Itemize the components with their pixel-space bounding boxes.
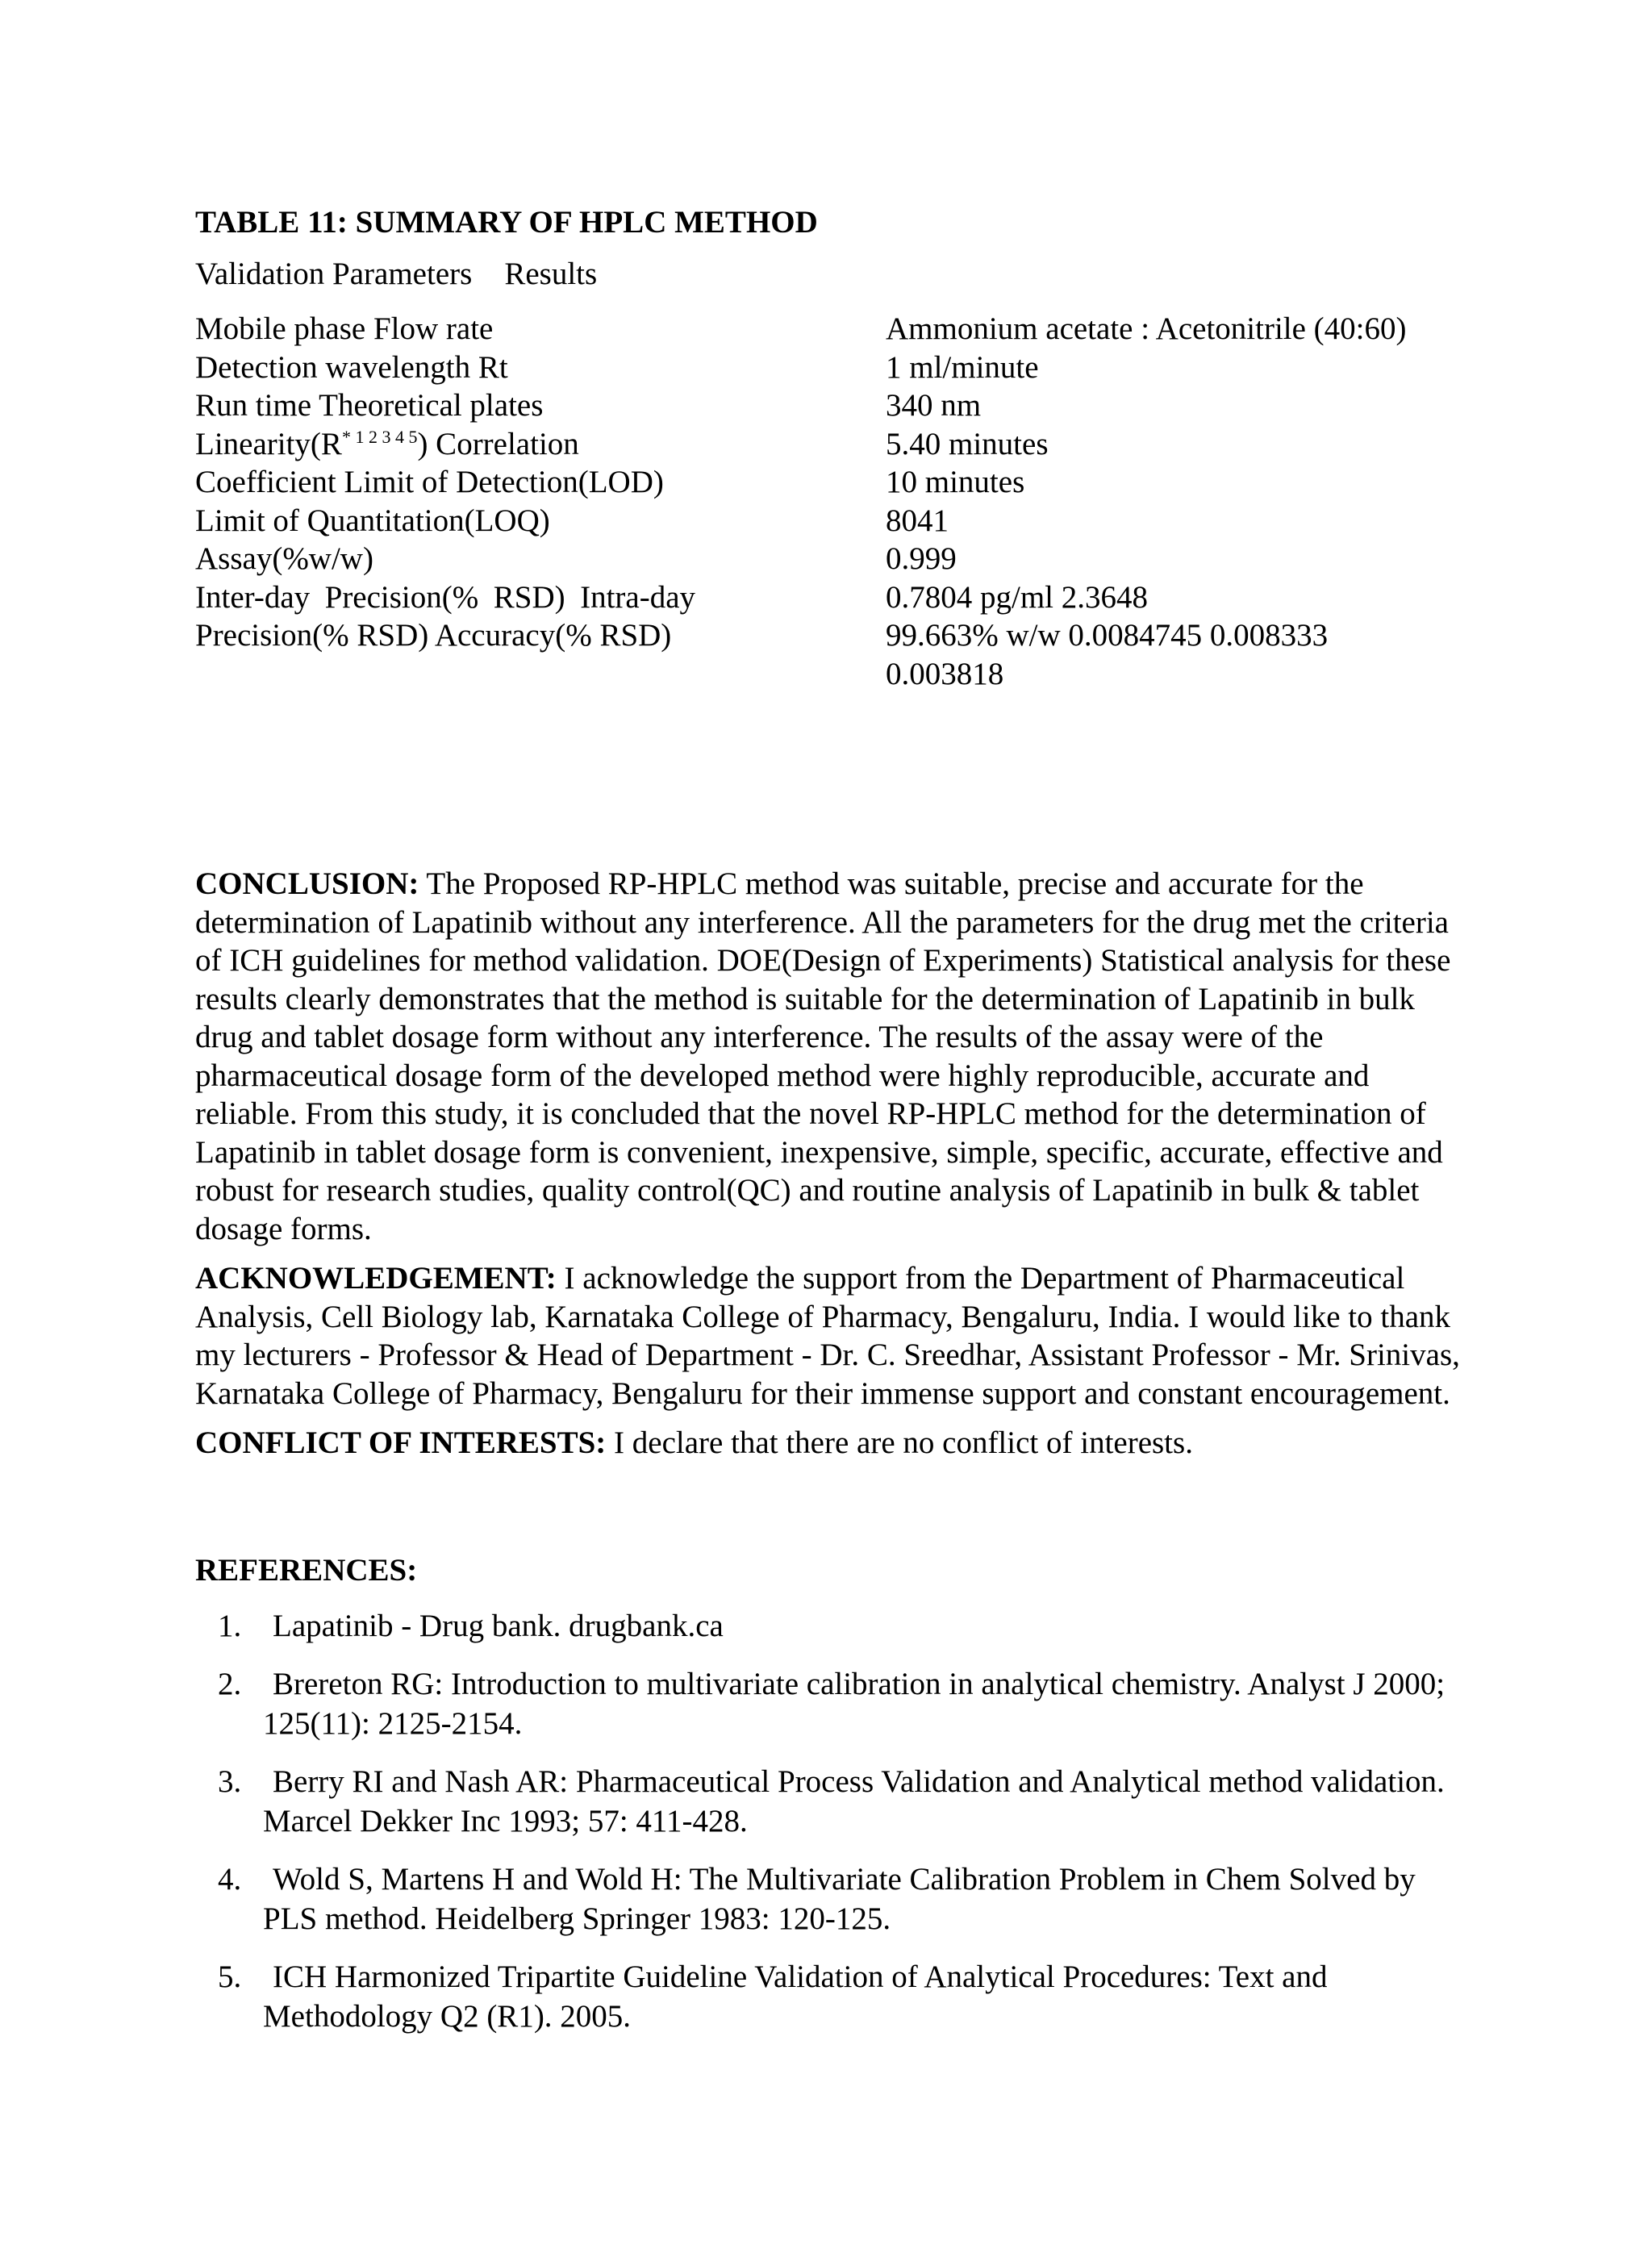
conclusion-text: The Proposed RP-HPLC method was suitable, precise and accurate for the determination of Lapatinib without any interference. All the parameters for the drug met the criteria of ICH guidelines for method validation. DOE(Design of Experiments) Statistical analysis for these results clearly demonstrates that the method is suitable for the determination of Lapatinib in bulk drug and tablet dosage form without any interference. The results of the assay were of the pharmaceutical dosage form of the developed method were highly reproducible, accurate and reliable. From this study, it is concluded that the novel RP-HPLC method for the determination of Lapatinib in tablet dosage form is convenient, inexpensive, simple, specific, accurate, effective and robust for research studies, quality control(QC) and routine analysis of Lapatinib in bulk & tablet dosage forms.	[195, 866, 1451, 1246]
parameter-line	[195, 425, 695, 464]
linearity-superscript: * 1 2 3 4 5	[341, 426, 418, 447]
parameters-column	[195, 310, 695, 655]
parameter-line: Limit of Quantitation(LOQ)	[195, 503, 550, 538]
parameter-line: Inter-day Precision(% RSD) Intra-day Precision(% RSD) Accuracy(% RSD)	[195, 579, 695, 653]
result-line: 0.7804 pg/ml 2.3648	[886, 579, 1149, 615]
reference-item	[195, 1957, 1470, 2036]
acknowledgement-text: I acknowledge the support from the Department of Pharmaceutical Analysis, Cell Biology lab, Karnataka College of Pharmacy, Bengaluru, India. I would like to thank my lecturers - Professor & Head of Department - Dr. C. Sreedhar, Assistant Professor - Mr. Srinivas, Karnataka College of Pharmacy, Bengaluru for their immense support and constant encouragement.	[195, 1261, 1460, 1411]
acknowledgement-paragraph	[195, 1259, 1470, 1413]
reference-number: 1.	[218, 1608, 242, 1643]
acknowledgement-label: ACKNOWLEDGEMENT:	[195, 1261, 557, 1296]
reference-text: ICH Harmonized Tripartite Guideline Validation of Analytical Procedures: Text and Methodology Q2 (R1). 2005.	[263, 1959, 1328, 2034]
reference-text: Wold S, Martens H and Wold H: The Multivariate Calibration Problem in Chem Solved by PLS method. Heidelberg Springer 1983: 120-125.	[263, 1861, 1416, 1936]
conclusion-label: CONCLUSION:	[195, 866, 419, 901]
result-line: 1 ml/minute	[886, 349, 1039, 385]
parameter-line: Coefficient Limit of Detection(LOD)	[195, 465, 664, 499]
result-line: 5.40 minutes	[886, 426, 1049, 461]
conflict-label: CONFLICT OF INTERESTS:	[195, 1425, 607, 1460]
reference-number: 3.	[218, 1763, 242, 1799]
result-line: 10 minutes	[886, 465, 1025, 499]
table-title: TABLE 11: SUMMARY OF HPLC METHOD	[195, 205, 818, 240]
header-results: Results	[504, 257, 598, 291]
paper-page	[195, 202, 1470, 2055]
results-column	[886, 310, 1499, 693]
reference-text: Lapatinib - Drug bank. drugbank.ca	[273, 1608, 724, 1643]
result-line: 0.003818	[886, 656, 1004, 691]
conflict-paragraph	[195, 1424, 1470, 1463]
parameter-line: Mobile phase Flow rate	[195, 311, 494, 346]
reference-number: 4.	[218, 1861, 242, 1897]
result-line: 99.663% w/w 0.0084745 0.008333	[886, 618, 1329, 653]
summary-table	[195, 310, 1470, 697]
result-line: 340 nm	[886, 388, 982, 423]
linearity-label: Linearity(R	[195, 426, 342, 461]
header-parameters: Validation Parameters	[195, 257, 473, 291]
reference-number: 5.	[218, 1959, 242, 1994]
correlation-label: ) Correlation	[417, 426, 579, 461]
reference-item	[195, 1762, 1470, 1841]
table-header	[195, 253, 1470, 295]
parameter-line: Run time Theoretical plates	[195, 388, 544, 423]
parameter-line: Assay(%w/w)	[195, 541, 373, 576]
reference-item	[195, 1606, 1470, 1646]
reference-item	[195, 1664, 1470, 1743]
result-line: 0.999	[886, 541, 957, 576]
reference-item	[195, 1859, 1470, 1939]
references-list	[195, 1606, 1470, 2036]
reference-number: 2.	[218, 1666, 242, 1701]
reference-text: Berry RI and Nash AR: Pharmaceutical Process Validation and Analytical method validation. Marcel Dekker Inc 1993; 57: 411-428.	[263, 1763, 1445, 1838]
reference-text: Brereton RG: Introduction to multivariate calibration in analytical chemistry. Analyst J 2000; 125(11): 2125-2154.	[263, 1666, 1446, 1741]
conflict-text: I declare that there are no conflict of interests.	[606, 1425, 1193, 1460]
parameter-line: Detection wavelength Rt	[195, 349, 508, 385]
references-heading: REFERENCES:	[195, 1552, 418, 1588]
result-line: 8041	[886, 503, 949, 538]
conclusion-paragraph	[195, 865, 1470, 1248]
result-line: Ammonium acetate : Acetonitrile (40:60)	[886, 311, 1407, 346]
